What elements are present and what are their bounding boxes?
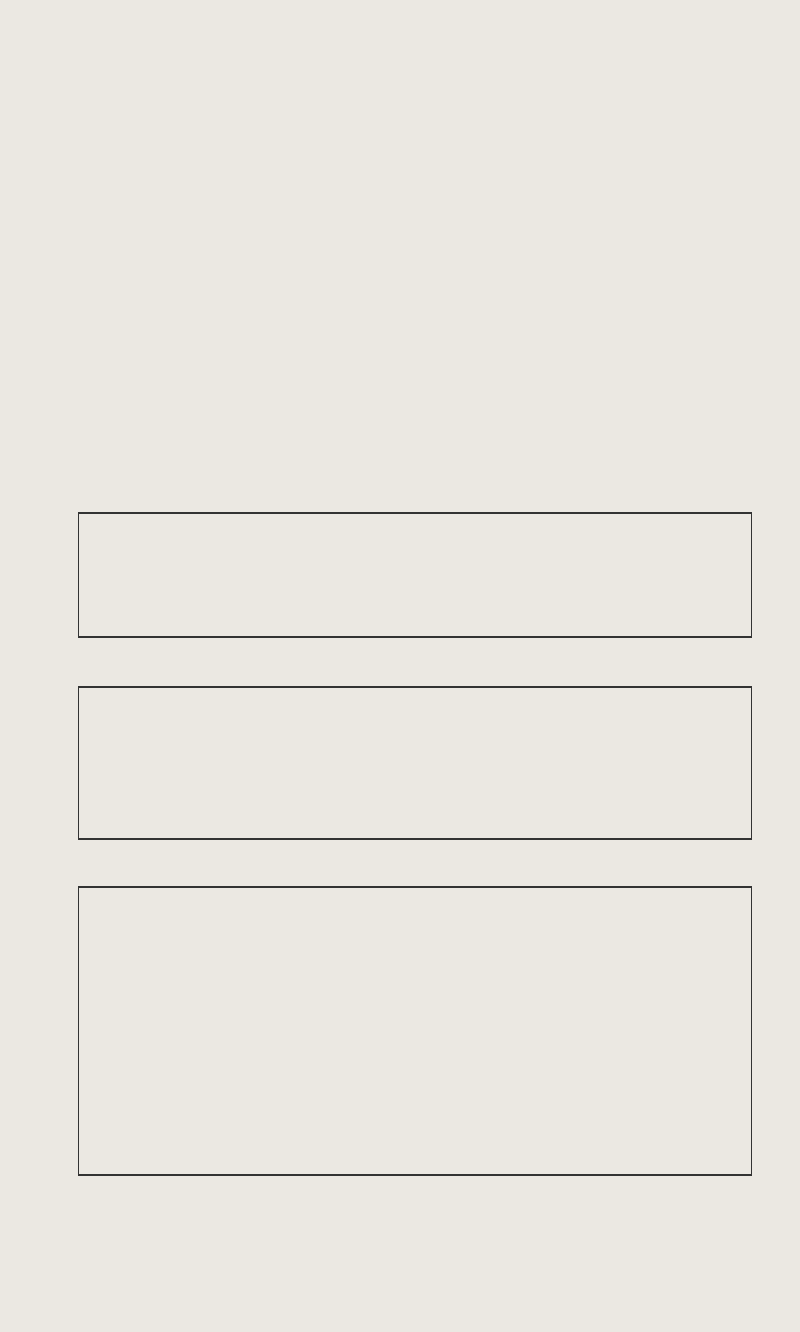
section-box-kystes xyxy=(78,686,752,840)
page-header xyxy=(75,22,755,46)
section-box-curettage xyxy=(78,512,752,638)
section-box-necrose xyxy=(78,886,752,1176)
